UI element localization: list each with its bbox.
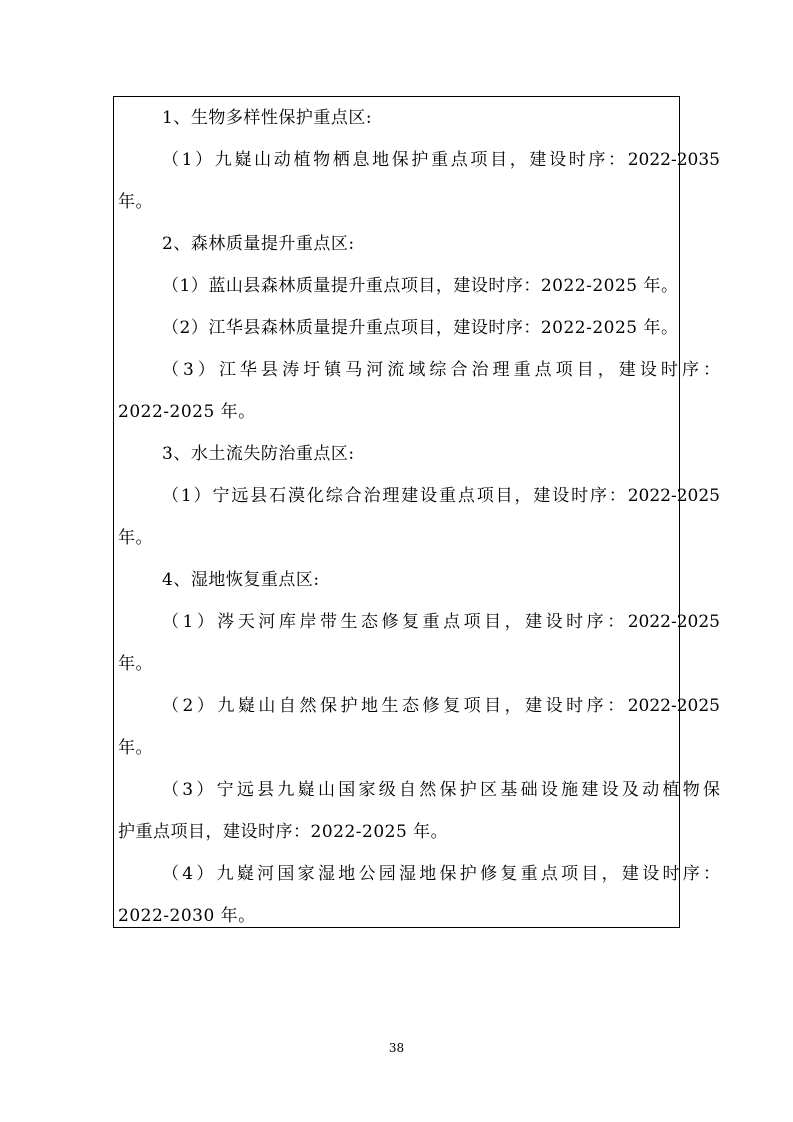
paragraph-line: （4）九嶷河国家湿地公园湿地保护修复重点项目，建设时序： bbox=[162, 864, 720, 884]
section-heading-biodiversity: 1、生物多样性保护重点区: bbox=[162, 108, 373, 128]
section-heading-forest-quality: 2、森林质量提升重点区: bbox=[162, 234, 355, 254]
paragraph-line: （1）九嶷山动植物栖息地保护重点项目，建设时序：2022-2035 bbox=[162, 150, 720, 170]
paragraph-line: 2022-2030 年。 bbox=[118, 906, 256, 926]
paragraph-line: （1）涔天河库岸带生态修复重点项目，建设时序：2022-2025 bbox=[162, 612, 720, 632]
paragraph-line: 护重点项目，建设时序：2022-2025 年。 bbox=[118, 822, 449, 842]
paragraph-line: （3）江华县涛圩镇马河流域综合治理重点项目，建设时序： bbox=[162, 360, 720, 380]
paragraph-line: 年。 bbox=[118, 738, 153, 758]
paragraph-line: （2）九嶷山自然保护地生态修复项目，建设时序：2022-2025 bbox=[162, 696, 720, 716]
paragraph-line: 年。 bbox=[118, 192, 153, 212]
paragraph-line: 年。 bbox=[118, 528, 153, 548]
paragraph-line: 2022-2025 年。 bbox=[118, 402, 256, 422]
content-frame bbox=[113, 96, 680, 928]
section-heading-wetland: 4、湿地恢复重点区: bbox=[162, 570, 320, 590]
paragraph-line: （1）蓝山县森林质量提升重点项目，建设时序：2022-2025 年。 bbox=[162, 276, 679, 296]
paragraph-line: （3）宁远县九嶷山国家级自然保护区基础设施建设及动植物保 bbox=[162, 780, 720, 800]
page-number: 38 bbox=[388, 1041, 405, 1055]
paragraph-line: （1）宁远县石漠化综合治理建设重点项目，建设时序：2022-2025 bbox=[162, 486, 720, 506]
paragraph-line: （2）江华县森林质量提升重点项目，建设时序：2022-2025 年。 bbox=[162, 318, 679, 338]
section-heading-soil-erosion: 3、水土流失防治重点区: bbox=[162, 444, 355, 464]
paragraph-line: 年。 bbox=[118, 654, 153, 674]
